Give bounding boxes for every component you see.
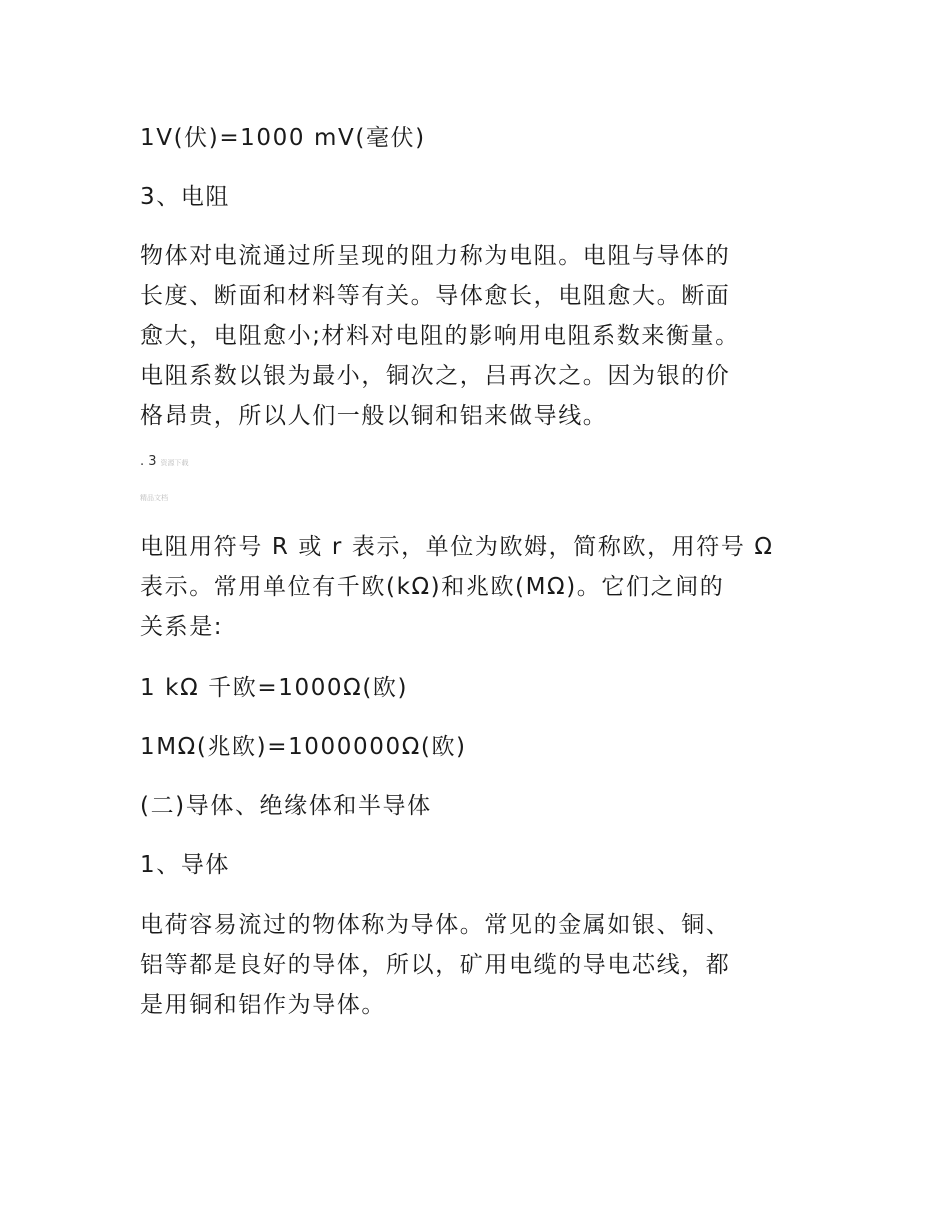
resistance-definition-paragraph — [140, 236, 820, 436]
resistance-units-paragraph — [140, 527, 820, 647]
paragraph-line: 愈大，电阻愈小;材料对电阻的影响用电阻系数来衡量。 — [140, 323, 740, 349]
kohm-conversion-line: 1 kΩ 千欧=1000Ω(欧) — [140, 675, 409, 701]
paragraph-line: 表示。常用单位有千欧(kΩ)和兆欧(MΩ)。它们之间的 — [140, 574, 725, 600]
volt-conversion-line: 1V(伏)=1000 mV(毫伏) — [140, 125, 426, 151]
conductor-definition-paragraph — [140, 905, 820, 1025]
conductor-heading: 1、导体 — [140, 852, 231, 878]
paragraph-line: 格昂贵，所以人们一般以铜和铝来做导线。 — [140, 403, 608, 429]
mohm-conversion-line: 1MΩ(兆欧)=1000000Ω(欧) — [140, 734, 467, 760]
paragraph-line: 长度、断面和材料等有关。导体愈长，电阻愈大。断面 — [140, 283, 731, 309]
download-note: 资源下载 — [160, 459, 189, 467]
paragraph-line: 电阻用符号 R 或 r 表示，单位为欧姆，简称欧，用符号 Ω — [140, 534, 774, 560]
page-number-footer — [140, 454, 189, 469]
paragraph-line: 物体对电流通过所呈现的阻力称为电阻。电阻与导体的 — [140, 243, 731, 269]
paragraph-line: 铝等都是良好的导体，所以，矿用电缆的导电芯线，都 — [140, 952, 731, 978]
resistance-heading: 3、电阻 — [140, 184, 231, 210]
watermark-text: 精品文档 — [140, 494, 168, 502]
paragraph-line: 是用铜和铝作为导体。 — [140, 992, 386, 1018]
paragraph-line: 电荷容易流过的物体称为导体。常见的金属如银、铜、 — [140, 912, 731, 938]
paragraph-line: 电阻系数以银为最小，铜次之，吕再次之。因为银的价 — [140, 363, 731, 389]
page-marker: . 3 — [140, 454, 157, 469]
paragraph-line: 关系是: — [140, 614, 224, 640]
section-heading: (二)导体、绝缘体和半导体 — [140, 793, 432, 819]
